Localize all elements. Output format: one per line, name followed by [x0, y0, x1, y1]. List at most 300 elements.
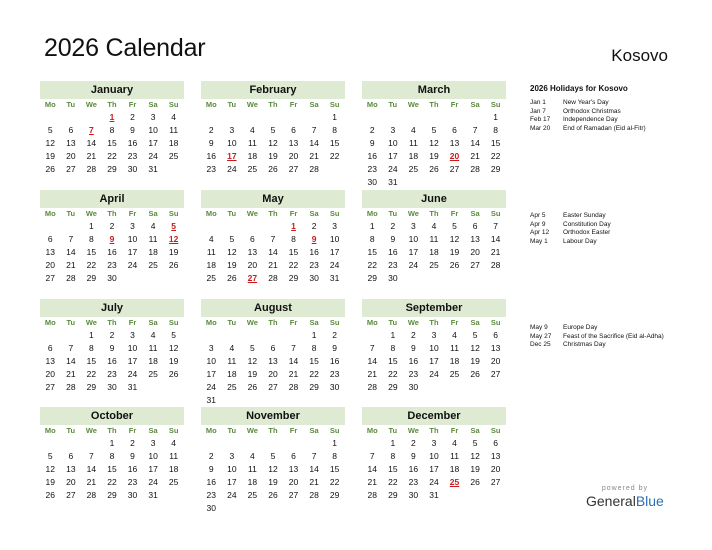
month-header: February — [201, 81, 345, 99]
day-cell: 18 — [148, 247, 158, 257]
weekday-label: Mo — [366, 100, 378, 109]
week-row — [201, 124, 345, 137]
weekday-label: Su — [490, 100, 501, 109]
day-cell: 7 — [369, 343, 375, 353]
empty-day-cell — [465, 176, 486, 189]
weekday-label: Su — [490, 318, 501, 327]
weekday-label: Th — [268, 318, 278, 327]
day-cell: 10 — [127, 343, 138, 353]
weekday-label: Sa — [309, 209, 319, 218]
day-cell: 17 — [148, 138, 158, 148]
month-february — [201, 81, 345, 176]
empty-day-cell — [283, 329, 304, 342]
day-cell: 26 — [45, 164, 56, 174]
holiday-row — [530, 324, 664, 333]
weekday-label: Th — [429, 100, 439, 109]
day-cell: 23 — [127, 477, 138, 487]
week-row — [362, 489, 506, 502]
week-row — [362, 368, 506, 381]
week-row — [40, 476, 184, 489]
empty-day-cell — [485, 381, 506, 394]
day-cell: 21 — [86, 151, 97, 161]
day-cell: 19 — [470, 356, 480, 366]
day-cell: 30 — [408, 490, 419, 500]
day-cell: 27 — [288, 164, 299, 174]
holiday-day-cell: 1 — [109, 112, 115, 122]
day-cell: 9 — [130, 125, 135, 135]
day-cell: 26 — [268, 490, 278, 500]
day-cell: 28 — [86, 490, 97, 500]
weekday-label: Fr — [128, 209, 137, 218]
day-cell: 2 — [390, 221, 396, 231]
weekday-label: Sa — [309, 100, 319, 109]
day-cell: 18 — [227, 369, 237, 379]
day-cell: 21 — [367, 477, 378, 487]
day-cell: 16 — [206, 477, 217, 487]
day-cell: 29 — [107, 490, 117, 500]
month-header: November — [201, 407, 345, 425]
weekday-label: Fr — [450, 100, 459, 109]
empty-day-cell — [485, 272, 506, 285]
day-cell: 2 — [130, 438, 135, 448]
day-cell: 21 — [490, 247, 501, 257]
day-cell: 13 — [490, 343, 501, 353]
holiday-name: Easter Sunday — [563, 212, 606, 219]
empty-day-cell — [444, 489, 465, 502]
weekday-label: Tu — [388, 209, 398, 218]
weekday-label: Th — [107, 318, 117, 327]
holiday-name: Independence Day — [563, 116, 618, 124]
day-cell: 21 — [367, 369, 378, 379]
empty-day-cell — [201, 329, 222, 342]
day-cell: 9 — [332, 343, 338, 353]
holiday-row — [530, 229, 611, 238]
weekday-label: Tu — [66, 209, 76, 218]
day-cell: 22 — [367, 260, 378, 270]
day-cell: 3 — [332, 221, 338, 231]
week-row — [362, 246, 506, 259]
weekday-label: Tu — [227, 100, 237, 109]
day-cell: 6 — [291, 125, 296, 135]
day-cell: 5 — [270, 451, 276, 461]
day-cell: 23 — [309, 260, 319, 270]
day-cell: 8 — [369, 234, 375, 244]
empty-day-cell — [283, 437, 304, 450]
empty-day-cell — [263, 502, 284, 515]
day-cell: 18 — [449, 356, 460, 366]
weekday-label: Fr — [128, 318, 137, 327]
day-cell: 17 — [127, 356, 138, 366]
weekday-label: Th — [107, 426, 117, 435]
day-cell: 21 — [86, 477, 97, 487]
day-cell: 12 — [227, 247, 237, 257]
day-cell: 20 — [66, 151, 76, 161]
day-cell: 29 — [388, 382, 398, 392]
day-cell: 16 — [367, 151, 378, 161]
day-cell: 5 — [270, 125, 276, 135]
week-row — [40, 259, 184, 272]
day-cell: 31 — [206, 395, 217, 405]
day-cell: 22 — [86, 260, 97, 270]
weekday-label: Su — [329, 426, 340, 435]
week-row — [40, 463, 184, 476]
week-row — [201, 259, 345, 272]
day-cell: 23 — [206, 164, 217, 174]
week-row — [40, 111, 184, 124]
day-cell: 17 — [408, 247, 419, 257]
empty-day-cell — [263, 329, 284, 342]
day-cell: 22 — [288, 260, 299, 270]
weekday-label: We — [85, 100, 97, 109]
day-cell: 15 — [367, 247, 378, 257]
day-cell: 9 — [130, 451, 135, 461]
weekday-label: Th — [107, 209, 117, 218]
day-cell: 16 — [408, 464, 419, 474]
day-cell: 20 — [66, 477, 76, 487]
day-cell: 14 — [86, 464, 97, 474]
weekday-label: Tu — [66, 100, 76, 109]
day-cell: 11 — [450, 451, 459, 461]
empty-day-cell — [242, 220, 263, 233]
day-cell: 12 — [429, 138, 439, 148]
day-cell: 11 — [408, 138, 418, 148]
day-cell: 7 — [270, 234, 276, 244]
day-cell: 15 — [490, 138, 501, 148]
holiday-date: Jan 7 — [530, 107, 546, 115]
day-cell: 15 — [107, 138, 117, 148]
weekday-label: Mo — [205, 426, 217, 435]
empty-day-cell — [163, 381, 184, 394]
holiday-group — [530, 99, 646, 134]
week-row — [40, 450, 184, 463]
weekday-label: Su — [490, 209, 501, 218]
weekday-label: Fr — [128, 426, 137, 435]
day-cell: 28 — [367, 382, 378, 392]
day-cell: 29 — [107, 164, 117, 174]
month-march — [362, 81, 506, 189]
day-cell: 11 — [148, 343, 158, 353]
day-cell: 13 — [470, 234, 480, 244]
holiday-row — [530, 238, 611, 247]
empty-day-cell — [424, 272, 445, 285]
day-cell: 17 — [127, 247, 138, 257]
day-cell: 12 — [470, 451, 480, 461]
empty-day-cell — [163, 489, 184, 502]
day-cell: 10 — [429, 451, 439, 461]
day-cell: 14 — [66, 247, 76, 257]
empty-day-cell — [222, 437, 243, 450]
day-cell: 19 — [247, 369, 258, 379]
day-cell: 2 — [411, 330, 416, 340]
empty-day-cell — [242, 329, 263, 342]
day-cell: 26 — [168, 369, 179, 379]
day-cell: 5 — [452, 221, 457, 231]
day-cell: 12 — [247, 356, 258, 366]
day-cell: 17 — [429, 356, 439, 366]
day-cell: 24 — [408, 260, 419, 270]
day-cell: 8 — [89, 234, 94, 244]
country-name: Kosovo — [611, 46, 668, 65]
empty-day-cell — [40, 437, 61, 450]
empty-day-cell — [403, 176, 424, 189]
weekday-header — [201, 425, 345, 437]
day-cell: 19 — [429, 151, 439, 161]
empty-day-cell — [61, 111, 82, 124]
month-header: October — [40, 407, 184, 425]
week-row — [362, 342, 506, 355]
empty-day-cell — [201, 111, 222, 124]
day-cell: 30 — [206, 503, 217, 513]
day-cell: 18 — [148, 356, 158, 366]
day-cell: 27 — [490, 477, 501, 487]
day-cell: 14 — [86, 138, 97, 148]
week-row — [201, 381, 345, 394]
day-cell: 3 — [431, 438, 437, 448]
holiday-name: End of Ramadan (Eid al-Fitr) — [563, 125, 646, 133]
holiday-row — [530, 116, 646, 125]
day-cell: 27 — [288, 490, 299, 500]
weekday-label: Sa — [148, 209, 158, 218]
day-cell: 10 — [148, 125, 158, 135]
day-cell: 8 — [109, 451, 115, 461]
day-cell: 6 — [291, 451, 296, 461]
weekday-label: We — [407, 209, 419, 218]
day-cell: 20 — [470, 247, 480, 257]
month-header: August — [201, 299, 345, 317]
week-row — [201, 355, 345, 368]
week-row — [201, 489, 345, 502]
day-cell: 20 — [490, 356, 501, 366]
day-cell: 7 — [89, 451, 94, 461]
day-cell: 30 — [127, 164, 138, 174]
empty-day-cell — [383, 111, 404, 124]
day-cell: 25 — [429, 260, 439, 270]
week-row — [201, 437, 345, 450]
weekday-label: Tu — [388, 426, 398, 435]
empty-day-cell — [222, 111, 243, 124]
day-cell: 4 — [171, 438, 177, 448]
day-cell: 24 — [227, 164, 237, 174]
day-cell: 1 — [311, 330, 317, 340]
day-cell: 4 — [171, 112, 177, 122]
weekday-label: Mo — [366, 209, 378, 218]
month-december — [362, 407, 506, 502]
weekday-label: Su — [329, 209, 340, 218]
week-row — [40, 489, 184, 502]
weekday-label: We — [246, 318, 258, 327]
weekday-header — [201, 99, 345, 111]
holiday-date: Mar 20 — [530, 125, 551, 133]
month-july — [40, 299, 184, 394]
day-cell: 1 — [89, 221, 94, 231]
day-cell: 20 — [45, 260, 56, 270]
day-cell: 16 — [408, 356, 419, 366]
day-cell: 7 — [68, 234, 74, 244]
day-cell: 18 — [449, 464, 460, 474]
weekday-label: Tu — [227, 209, 237, 218]
day-cell: 26 — [45, 490, 56, 500]
day-cell: 8 — [291, 234, 296, 244]
day-cell: 26 — [470, 369, 480, 379]
day-cell: 6 — [47, 234, 53, 244]
week-row — [201, 111, 345, 124]
week-row — [40, 355, 184, 368]
day-cell: 1 — [332, 438, 338, 448]
weekday-label: Sa — [148, 100, 158, 109]
weekday-header — [362, 208, 506, 220]
day-cell: 23 — [388, 260, 398, 270]
empty-day-cell — [143, 381, 164, 394]
day-cell: 16 — [107, 356, 117, 366]
week-row — [201, 246, 345, 259]
day-cell: 25 — [227, 382, 237, 392]
weekday-label: We — [85, 426, 97, 435]
day-cell: 12 — [268, 138, 278, 148]
week-row — [40, 137, 184, 150]
day-cell: 28 — [66, 382, 76, 392]
day-cell: 23 — [127, 151, 138, 161]
weekday-label: Su — [168, 100, 179, 109]
day-cell: 29 — [288, 273, 299, 283]
day-cell: 10 — [206, 356, 217, 366]
holiday-date: Dec 25 — [530, 341, 551, 349]
empty-day-cell — [465, 381, 486, 394]
week-row — [362, 137, 506, 150]
day-cell: 25 — [206, 273, 217, 283]
weekday-header — [40, 208, 184, 220]
day-cell: 9 — [208, 138, 214, 148]
weekday-label: Mo — [44, 209, 56, 218]
day-cell: 14 — [268, 247, 278, 257]
day-cell: 6 — [47, 343, 53, 353]
day-cell: 11 — [169, 451, 179, 461]
day-cell: 16 — [388, 247, 398, 257]
brand-logo — [586, 485, 664, 509]
empty-day-cell — [143, 272, 164, 285]
holiday-day-cell: 9 — [311, 234, 317, 244]
day-cell: 23 — [206, 490, 217, 500]
week-row — [40, 381, 184, 394]
day-cell: 12 — [268, 464, 278, 474]
day-cell: 21 — [66, 369, 76, 379]
day-cell: 3 — [150, 112, 156, 122]
weekday-label: Sa — [470, 209, 480, 218]
holiday-date: Apr 5 — [530, 212, 546, 219]
week-row — [40, 150, 184, 163]
day-cell: 29 — [86, 273, 97, 283]
day-cell: 6 — [493, 330, 499, 340]
day-cell: 12 — [168, 343, 179, 353]
empty-day-cell — [40, 111, 61, 124]
day-cell: 18 — [247, 151, 258, 161]
day-cell: 28 — [490, 260, 501, 270]
day-cell: 8 — [311, 343, 317, 353]
week-row — [201, 163, 345, 176]
holiday-day-cell: 9 — [109, 234, 115, 244]
empty-day-cell — [242, 437, 263, 450]
day-cell: 28 — [309, 490, 319, 500]
day-cell: 24 — [206, 382, 217, 392]
weekday-label: Su — [329, 100, 340, 109]
holiday-date: May 27 — [530, 332, 552, 340]
holiday-date: May 9 — [530, 324, 548, 331]
day-cell: 1 — [390, 330, 396, 340]
day-cell: 25 — [148, 369, 158, 379]
day-cell: 3 — [130, 221, 135, 231]
week-row — [362, 220, 506, 233]
day-cell: 1 — [332, 112, 338, 122]
day-cell: 14 — [490, 234, 501, 244]
day-cell: 22 — [388, 477, 398, 487]
empty-day-cell — [465, 489, 486, 502]
day-cell: 11 — [450, 343, 459, 353]
empty-day-cell — [201, 437, 222, 450]
week-row — [201, 220, 345, 233]
empty-day-cell — [222, 220, 243, 233]
day-cell: 7 — [291, 343, 296, 353]
week-row — [201, 137, 345, 150]
day-cell: 6 — [472, 221, 478, 231]
day-cell: 4 — [250, 125, 255, 135]
day-cell: 28 — [86, 164, 97, 174]
day-cell: 25 — [168, 151, 179, 161]
day-cell: 30 — [107, 273, 117, 283]
day-cell: 3 — [208, 343, 214, 353]
day-cell: 5 — [472, 438, 478, 448]
day-cell: 8 — [89, 343, 94, 353]
day-cell: 2 — [208, 451, 214, 461]
week-row — [362, 259, 506, 272]
week-row — [40, 246, 184, 259]
day-cell: 1 — [493, 112, 499, 122]
day-cell: 19 — [45, 151, 56, 161]
day-cell: 4 — [452, 330, 457, 340]
empty-day-cell — [324, 394, 345, 407]
day-cell: 27 — [66, 164, 76, 174]
day-cell: 10 — [329, 234, 340, 244]
day-cell: 5 — [229, 234, 235, 244]
week-row — [362, 150, 506, 163]
empty-day-cell — [465, 272, 486, 285]
day-cell: 26 — [168, 260, 179, 270]
week-row — [362, 381, 506, 394]
month-november — [201, 407, 345, 515]
empty-day-cell — [242, 502, 263, 515]
day-cell: 10 — [148, 451, 158, 461]
day-cell: 25 — [408, 164, 419, 174]
week-row — [40, 163, 184, 176]
day-cell: 2 — [109, 221, 115, 231]
holiday-name: Christmas Day — [563, 341, 606, 349]
day-cell: 13 — [288, 464, 299, 474]
day-cell: 8 — [390, 343, 396, 353]
day-cell: 24 — [227, 490, 237, 500]
month-header: May — [201, 190, 345, 208]
weekday-header — [362, 425, 506, 437]
month-august — [201, 299, 345, 407]
week-row — [362, 111, 506, 124]
day-cell: 13 — [66, 464, 76, 474]
day-cell: 24 — [429, 369, 439, 379]
weekday-label: Mo — [205, 318, 217, 327]
weekday-label: We — [246, 426, 258, 435]
day-cell: 30 — [309, 273, 319, 283]
empty-day-cell — [222, 502, 243, 515]
day-cell: 27 — [45, 273, 56, 283]
holiday-group — [530, 324, 664, 350]
empty-day-cell — [362, 111, 383, 124]
weekday-label: Su — [168, 426, 179, 435]
